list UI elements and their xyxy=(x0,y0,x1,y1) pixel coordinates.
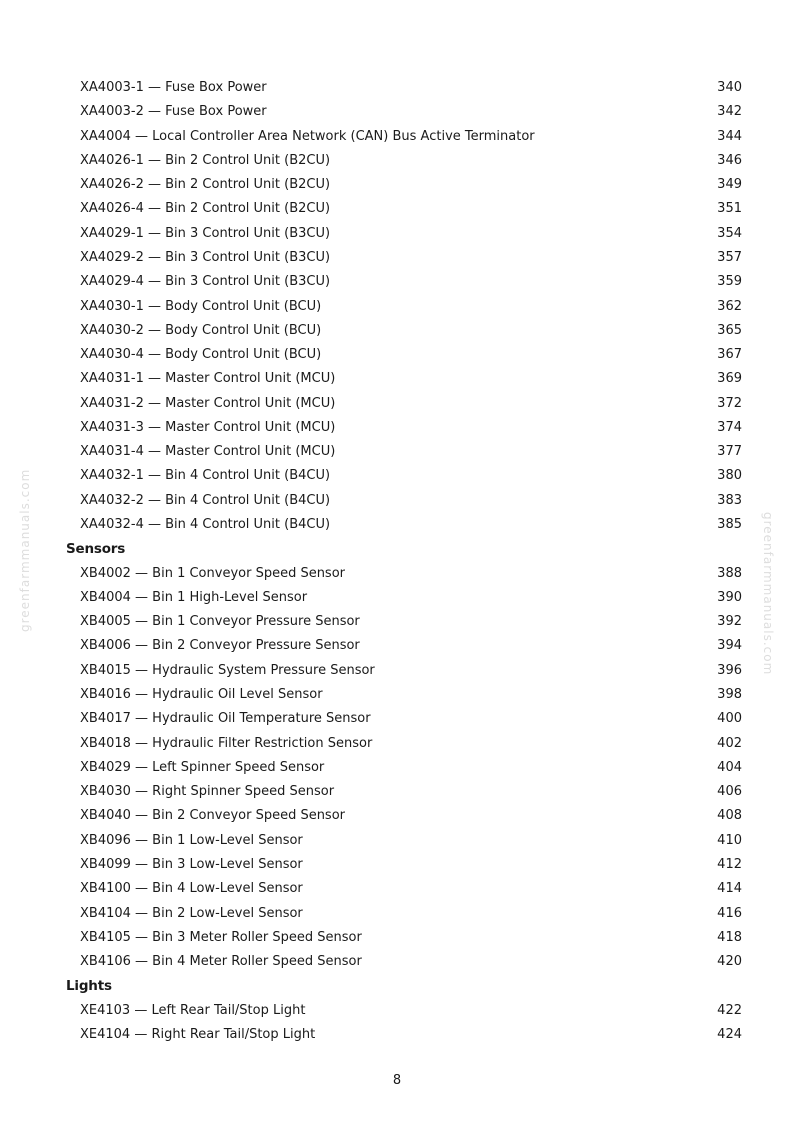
toc-entry-label: XB4099 — Bin 3 Low-Level Sensor xyxy=(80,856,303,872)
toc-entry-page: 418 xyxy=(717,929,742,945)
toc-entry[interactable] xyxy=(80,952,742,972)
toc-entry[interactable] xyxy=(80,904,742,924)
section-heading: Lights xyxy=(66,978,112,995)
toc-entry[interactable] xyxy=(80,127,742,147)
toc-entry[interactable] xyxy=(80,564,742,584)
toc-entry[interactable] xyxy=(80,782,742,802)
watermark-right: greenfarmmanuals.com xyxy=(761,512,775,676)
toc-entry[interactable] xyxy=(80,491,742,511)
toc-entry-page: 394 xyxy=(717,638,742,654)
toc-entry-label: XB4030 — Right Spinner Speed Sensor xyxy=(80,784,335,800)
toc-entry[interactable] xyxy=(80,515,742,535)
toc-entry[interactable] xyxy=(80,636,742,656)
toc-entry[interactable] xyxy=(80,394,742,414)
toc-entry-page: 342 xyxy=(717,104,742,120)
toc-entry-label: XB4096 — Bin 1 Low-Level Sensor xyxy=(80,832,303,848)
toc-entry[interactable] xyxy=(80,345,742,365)
toc-entry[interactable] xyxy=(80,879,742,899)
toc-entry[interactable] xyxy=(80,612,742,632)
toc-entry-label: XB4105 — Bin 3 Meter Roller Speed Sensor xyxy=(80,929,362,945)
toc-entry[interactable] xyxy=(80,369,742,389)
watermark-left: greenfarmmanuals.com xyxy=(18,468,32,632)
toc-entry-label: XA4004 — Local Controller Area Network (CAN) Bus Active Terminator xyxy=(80,128,535,144)
toc-entry-label: XA4026-1 — Bin 2 Control Unit (B2CU) xyxy=(80,152,331,168)
toc-entry-label: XB4004 — Bin 1 High-Level Sensor xyxy=(80,589,308,605)
toc-entry-page: 365 xyxy=(717,322,742,338)
toc-entry-page: 422 xyxy=(717,1002,742,1018)
toc-entry-label: XB4006 — Bin 2 Conveyor Pressure Sensor xyxy=(80,638,360,654)
toc-entry-label: XA4032-4 — Bin 4 Control Unit (B4CU) xyxy=(80,517,331,533)
toc-entry-page: 412 xyxy=(717,856,742,872)
toc-entry[interactable] xyxy=(80,297,742,317)
toc-entry-page: 359 xyxy=(717,274,742,290)
toc-entry-label: XA4031-4 — Master Control Unit (MCU) xyxy=(80,444,336,460)
toc-entry-page: 367 xyxy=(717,347,742,363)
toc-entry-label: XB4106 — Bin 4 Meter Roller Speed Sensor xyxy=(80,954,362,970)
toc-entry-page: 354 xyxy=(717,225,742,241)
toc-entry-label: XA4029-1 — Bin 3 Control Unit (B3CU) xyxy=(80,225,331,241)
toc-entry-label: XB4018 — Hydraulic Filter Restriction Sensor xyxy=(80,735,373,751)
toc-entry[interactable] xyxy=(80,734,742,754)
toc-entry-page: 380 xyxy=(717,468,742,484)
toc-entry-page: 406 xyxy=(717,784,742,800)
toc-entry-label: XA4031-3 — Master Control Unit (MCU) xyxy=(80,419,336,435)
toc-entry[interactable] xyxy=(80,661,742,681)
toc-entry-label: XA4030-2 — Body Control Unit (BCU) xyxy=(80,322,322,338)
section-heading: Sensors xyxy=(66,541,126,558)
toc-entry-label: XE4104 — Right Rear Tail/Stop Light xyxy=(80,1026,316,1042)
toc-entry-page: 346 xyxy=(717,152,742,168)
toc-entry-page: 420 xyxy=(717,954,742,970)
toc-entry-page: 424 xyxy=(717,1026,742,1042)
toc-entry-page: 385 xyxy=(717,517,742,533)
toc-entry-page: 400 xyxy=(717,711,742,727)
toc-entry-label: XB4002 — Bin 1 Conveyor Speed Sensor xyxy=(80,565,346,581)
toc-entry[interactable] xyxy=(80,78,742,98)
toc-entry-label: XA4031-1 — Master Control Unit (MCU) xyxy=(80,371,336,387)
toc-entry[interactable] xyxy=(80,151,742,171)
toc-entry[interactable] xyxy=(80,1025,742,1045)
page-number: 8 xyxy=(392,1073,402,1088)
toc-entry-label: XE4103 — Left Rear Tail/Stop Light xyxy=(80,1002,306,1018)
toc-entry-page: 408 xyxy=(717,808,742,824)
toc-entry[interactable] xyxy=(80,199,742,219)
toc-entry-label: XA4003-2 — Fuse Box Power xyxy=(80,104,267,120)
toc-entry[interactable] xyxy=(80,685,742,705)
toc-entry-page: 344 xyxy=(717,128,742,144)
toc-entry-label: XA4003-1 — Fuse Box Power xyxy=(80,80,267,95)
toc-entry-page: 340 xyxy=(717,80,742,95)
toc-entry[interactable] xyxy=(80,758,742,778)
toc-entry-page: 392 xyxy=(717,614,742,630)
toc-entry-label: XA4026-4 — Bin 2 Control Unit (B2CU) xyxy=(80,201,331,217)
toc-entry-label: XB4016 — Hydraulic Oil Level Sensor xyxy=(80,687,323,702)
toc-entry[interactable] xyxy=(80,709,742,729)
toc-entry[interactable] xyxy=(80,248,742,268)
toc-entry-label: XB4104 — Bin 2 Low-Level Sensor xyxy=(80,905,303,921)
toc-entry-label: XA4032-2 — Bin 4 Control Unit (B4CU) xyxy=(80,492,331,508)
toc-entry-page: 390 xyxy=(717,589,742,605)
toc-entry-label: XA4030-4 — Body Control Unit (BCU) xyxy=(80,347,322,363)
toc-entry[interactable] xyxy=(80,175,742,195)
toc-entry-page: 374 xyxy=(717,419,742,435)
toc-entry[interactable] xyxy=(80,588,742,608)
toc-entry-page: 372 xyxy=(717,395,742,411)
toc-entry-page: 357 xyxy=(717,249,742,265)
toc-entry-label: XA4032-1 — Bin 4 Control Unit (B4CU) xyxy=(80,468,331,484)
toc-entry-page: 396 xyxy=(717,662,742,678)
toc-entry-page: 369 xyxy=(717,371,742,387)
toc-entry-page: 404 xyxy=(717,759,742,775)
toc-entry-page: 402 xyxy=(717,735,742,751)
toc-entry[interactable] xyxy=(80,224,742,244)
toc-entry-page: 349 xyxy=(717,177,742,193)
toc-entry[interactable] xyxy=(80,831,742,851)
toc-entry[interactable] xyxy=(80,855,742,875)
toc-entry-label: XA4026-2 — Bin 2 Control Unit (B2CU) xyxy=(80,177,331,193)
toc-entry-page: 414 xyxy=(717,881,742,897)
toc-entry-label: XA4031-2 — Master Control Unit (MCU) xyxy=(80,395,336,411)
toc-entry[interactable] xyxy=(80,102,742,122)
toc-entry-label: XA4029-2 — Bin 3 Control Unit (B3CU) xyxy=(80,249,331,265)
toc-entry[interactable] xyxy=(80,321,742,341)
toc-entry-label: XA4030-1 — Body Control Unit (BCU) xyxy=(80,298,322,314)
toc-entry[interactable] xyxy=(80,442,742,462)
toc-entry-label: XB4100 — Bin 4 Low-Level Sensor xyxy=(80,881,303,897)
toc-entry-page: 377 xyxy=(717,444,742,460)
toc-entry[interactable] xyxy=(80,466,742,486)
toc-entry-page: 388 xyxy=(717,565,742,581)
toc-entry-page: 351 xyxy=(717,201,742,217)
toc-entry-label: XB4015 — Hydraulic System Pressure Sensor xyxy=(80,662,375,678)
toc-entry-label: XB4017 — Hydraulic Oil Temperature Sensor xyxy=(80,711,371,727)
toc-entry-page: 383 xyxy=(717,492,742,508)
toc-entry-page: 416 xyxy=(717,905,742,921)
toc-entry-page: 362 xyxy=(717,298,742,314)
toc-entry-page: 398 xyxy=(717,687,742,702)
toc-entry-page: 410 xyxy=(717,832,742,848)
toc-entry-label: XB4005 — Bin 1 Conveyor Pressure Sensor xyxy=(80,614,360,630)
toc-entry[interactable] xyxy=(80,272,742,292)
toc-entry[interactable] xyxy=(80,928,742,948)
toc-entry[interactable] xyxy=(80,806,742,826)
toc-entry[interactable] xyxy=(80,1001,742,1021)
toc-entry-label: XB4040 — Bin 2 Conveyor Speed Sensor xyxy=(80,808,346,824)
toc-entry-label: XB4029 — Left Spinner Speed Sensor xyxy=(80,759,325,775)
toc-entry-label: XA4029-4 — Bin 3 Control Unit (B3CU) xyxy=(80,274,331,290)
toc-entry[interactable] xyxy=(80,418,742,438)
